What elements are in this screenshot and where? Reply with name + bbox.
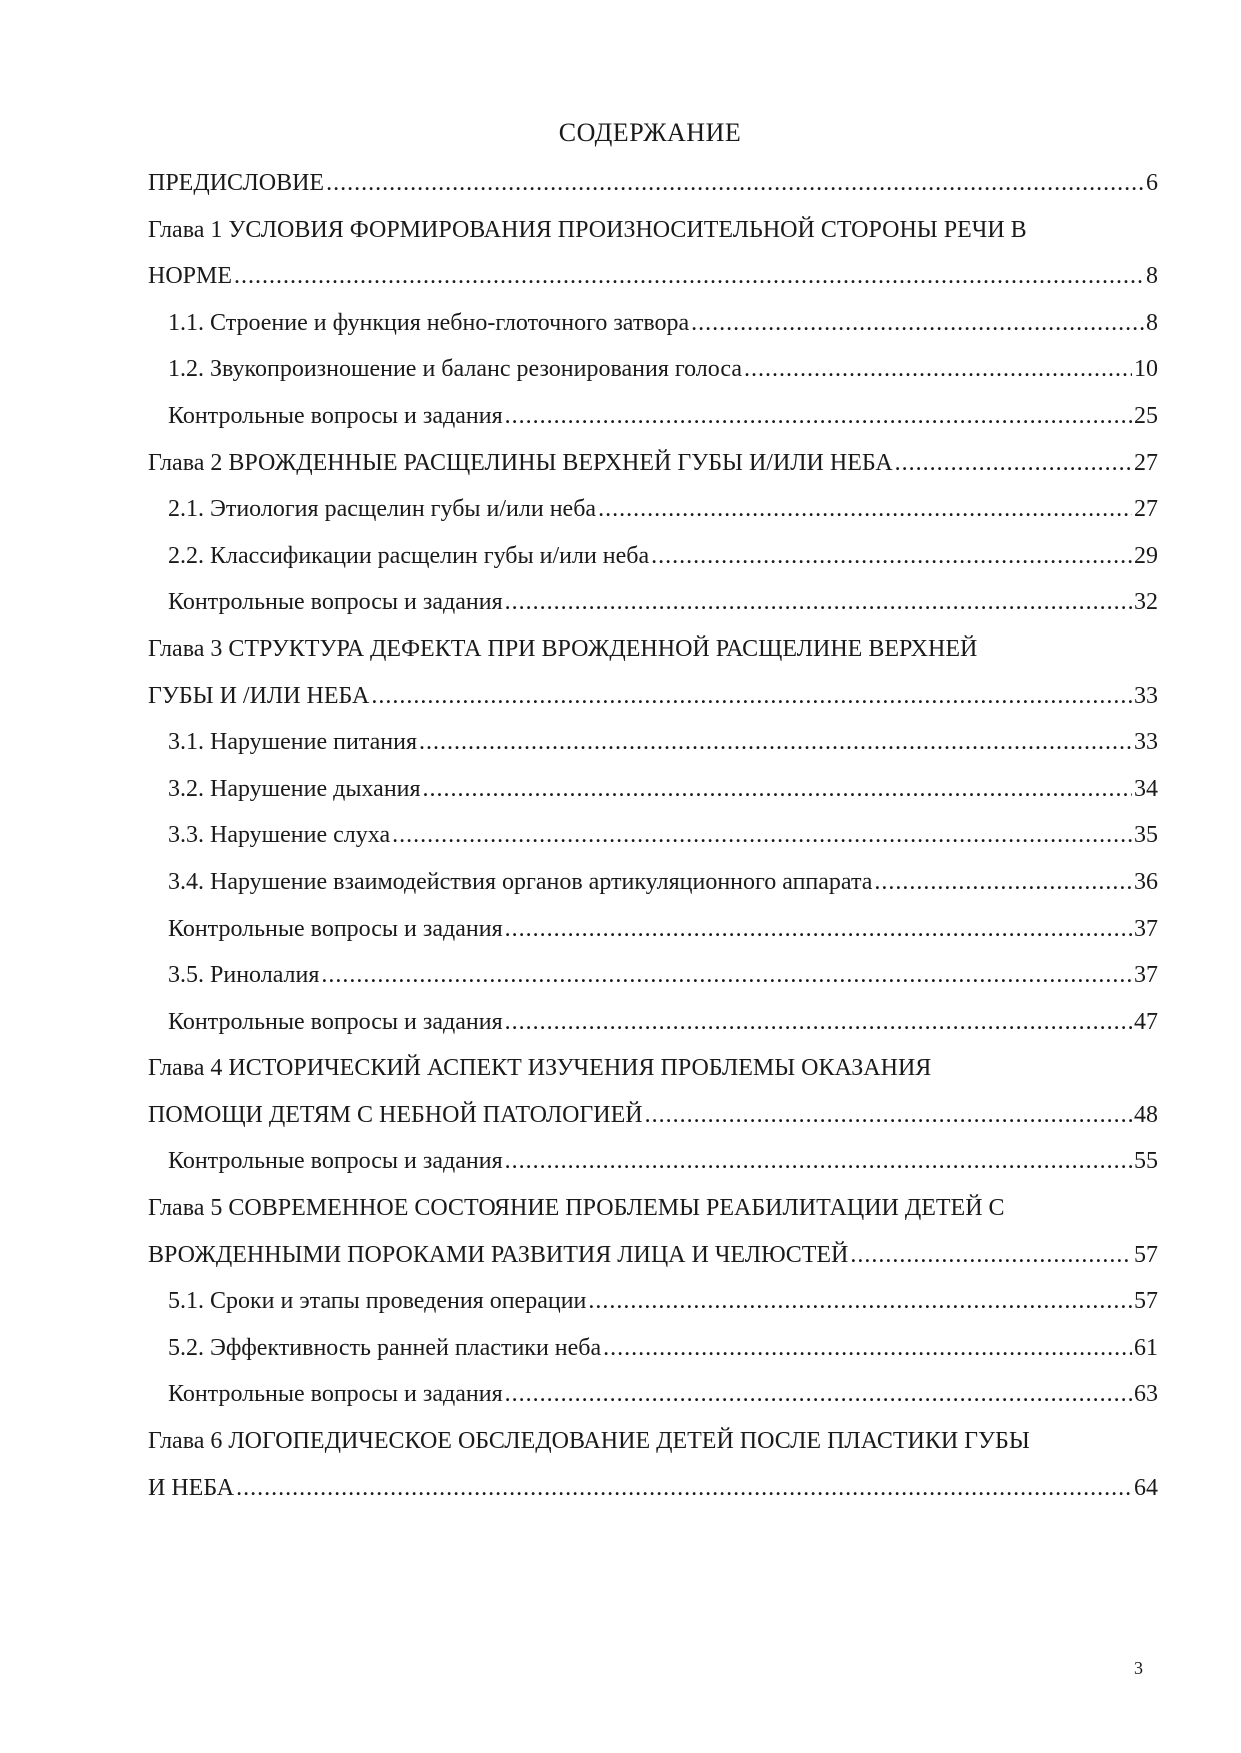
toc-entry-title: ПОМОЩИ ДЕТЯМ С НЕБНОЙ ПАТОЛОГИЕЙ	[148, 1101, 643, 1128]
dot-leader	[744, 346, 1132, 393]
dot-leader	[326, 160, 1144, 207]
toc-subentry	[148, 486, 1158, 533]
toc-page-number: 6	[1146, 170, 1158, 196]
toc-page-number: 57	[1134, 1241, 1158, 1268]
toc-subentry	[148, 766, 1158, 813]
toc-entry-title: Контрольные вопросы и задания	[168, 1381, 503, 1408]
dot-leader	[505, 579, 1132, 626]
dot-leader	[850, 1232, 1132, 1279]
dot-leader	[321, 952, 1132, 999]
toc-page-number: 61	[1134, 1334, 1158, 1361]
toc-subentry	[148, 719, 1158, 766]
dot-leader	[505, 1371, 1132, 1418]
toc-page-number: 57	[1134, 1288, 1158, 1315]
dot-leader	[598, 486, 1132, 533]
toc-entry	[148, 1418, 1158, 1511]
dot-leader	[895, 440, 1132, 487]
toc-entry-title: Глава 3 СТРУКТУРА ДЕФЕКТА ПРИ ВРОЖДЕННОЙ РАСЩЕЛИНЕ ВЕРХНЕЙ	[148, 635, 978, 662]
dot-leader	[423, 766, 1132, 813]
toc-page-number: 48	[1134, 1101, 1158, 1128]
dot-leader	[392, 812, 1132, 859]
toc-entry-title: ПРЕДИСЛОВИЕ	[148, 170, 325, 196]
toc-entry-title: Контрольные вопросы и задания	[168, 1148, 503, 1175]
dot-leader	[505, 1138, 1132, 1185]
toc-subentry	[148, 393, 1158, 440]
toc-entry-title: НОРМЕ	[148, 263, 233, 290]
dot-leader	[588, 1278, 1132, 1325]
toc-page-number: 32	[1134, 589, 1158, 616]
toc-subentry	[148, 952, 1158, 999]
toc-subentry	[148, 1138, 1158, 1185]
toc-entry	[148, 440, 1158, 487]
toc-entry-title: 3.5. Ринолалия	[168, 962, 320, 989]
toc-entry-title: 5.2. Эффективность ранней пластики неба	[168, 1334, 602, 1361]
toc-subentry	[148, 1325, 1158, 1372]
toc-page-number: 33	[1134, 729, 1158, 756]
toc-page-number: 27	[1134, 496, 1158, 523]
toc-entry-title: Глава 2 ВРОЖДЕННЫЕ РАСЩЕЛИНЫ ВЕРХНЕЙ ГУБЫ И/ИЛИ НЕБА	[148, 449, 893, 476]
toc-page-number: 47	[1134, 1008, 1158, 1035]
toc-subentry	[148, 1278, 1158, 1325]
toc-page-number: 8	[1146, 309, 1158, 336]
toc-page-number: 8	[1146, 263, 1158, 290]
dot-leader	[651, 533, 1132, 580]
toc-subentry	[148, 1371, 1158, 1418]
dot-leader	[874, 859, 1132, 906]
toc-page-number: 64	[1134, 1474, 1158, 1501]
dot-leader	[234, 253, 1144, 300]
toc-entry	[148, 207, 1158, 300]
toc-entry-title: 3.2. Нарушение дыхания	[168, 775, 421, 802]
toc-page-number: 34	[1134, 775, 1158, 802]
toc-entry-title: 1.2. Звукопроизношение и баланс резонирования голоса	[168, 356, 742, 383]
dot-leader	[236, 1465, 1132, 1512]
toc-entry-title: 3.4. Нарушение взаимодействия органов артикуляционного аппарата	[168, 868, 873, 895]
toc-subentry	[148, 812, 1158, 859]
toc-entry-title: 3.1. Нарушение питания	[168, 729, 417, 756]
toc-page-number: 29	[1134, 542, 1158, 569]
dot-leader	[505, 906, 1132, 953]
toc-entry-title: 2.1. Этиология расщелин губы и/или неба	[168, 496, 597, 523]
toc-page-number: 27	[1134, 449, 1158, 476]
dot-leader	[645, 1092, 1132, 1139]
toc-entry-title: Контрольные вопросы и задания	[168, 589, 503, 616]
page-number: 3	[1134, 1658, 1143, 1678]
toc-subentry	[148, 906, 1158, 953]
toc-subentry	[148, 300, 1158, 347]
toc-page-number: 55	[1134, 1148, 1158, 1175]
toc-subentry	[148, 999, 1158, 1046]
dot-leader	[419, 719, 1132, 766]
toc-page-number: 63	[1134, 1381, 1158, 1408]
toc-entry-title: Глава 5 СОВРЕМЕННОЕ СОСТОЯНИЕ ПРОБЛЕМЫ РЕАБИЛИТАЦИИ ДЕТЕЙ С	[148, 1195, 1005, 1222]
toc-page-number: 37	[1134, 915, 1158, 942]
toc-entry	[148, 1185, 1158, 1278]
toc-entry-title: Контрольные вопросы и задания	[168, 402, 503, 429]
toc-subentry	[148, 533, 1158, 580]
toc-entry	[148, 1045, 1158, 1138]
toc-entry-title: Контрольные вопросы и задания	[168, 915, 503, 942]
toc-subentry	[148, 859, 1158, 906]
toc-entry	[148, 160, 1158, 207]
toc-page-number: 33	[1134, 682, 1158, 709]
toc-subentry	[148, 579, 1158, 626]
toc-entry-title: ВРОЖДЕННЫМИ ПОРОКАМИ РАЗВИТИЯ ЛИЦА И ЧЕЛЮСТЕЙ	[148, 1241, 849, 1268]
toc-entry-title: Глава 4 ИСТОРИЧЕСКИЙ АСПЕКТ ИЗУЧЕНИЯ ПРОБЛЕМЫ ОКАЗАНИЯ	[148, 1055, 932, 1082]
toc-entry-title: ГУБЫ И /ИЛИ НЕБА	[148, 682, 370, 709]
dot-leader	[505, 999, 1132, 1046]
toc-entry	[148, 626, 1158, 719]
dot-leader	[691, 300, 1144, 347]
toc-page-number: 25	[1134, 402, 1158, 429]
toc-entry-title: Контрольные вопросы и задания	[168, 1008, 503, 1035]
table-of-contents	[148, 160, 1158, 1511]
toc-entry-title: 2.2. Классификации расщелин губы и/или неба	[168, 542, 650, 569]
toc-entry-title: Глава 6 ЛОГОПЕДИЧЕСКОЕ ОБСЛЕДОВАНИЕ ДЕТЕЙ ПОСЛЕ ПЛАСТИКИ ГУБЫ	[148, 1428, 1030, 1455]
toc-entry-title: Глава 1 УСЛОВИЯ ФОРМИРОВАНИЯ ПРОИЗНОСИТЕЛЬНОЙ СТОРОНЫ РЕЧИ В	[148, 216, 1027, 243]
dot-leader	[603, 1325, 1132, 1372]
dot-leader	[505, 393, 1132, 440]
page-title: СОДЕРЖАНИЕ	[558, 118, 742, 147]
toc-entry-title: 1.1. Строение и функция небно-глоточного затвора	[168, 309, 690, 336]
toc-entry-title: И НЕБА	[148, 1474, 235, 1501]
toc-page-number: 10	[1134, 356, 1158, 383]
toc-page-number: 35	[1134, 822, 1158, 849]
toc-subentry	[148, 346, 1158, 393]
toc-page-number: 36	[1134, 868, 1158, 895]
toc-entry-title: 5.1. Сроки и этапы проведения операции	[168, 1288, 587, 1315]
toc-entry-title: 3.3. Нарушение слуха	[168, 822, 391, 849]
toc-page-number: 37	[1134, 962, 1158, 989]
dot-leader	[371, 673, 1132, 720]
